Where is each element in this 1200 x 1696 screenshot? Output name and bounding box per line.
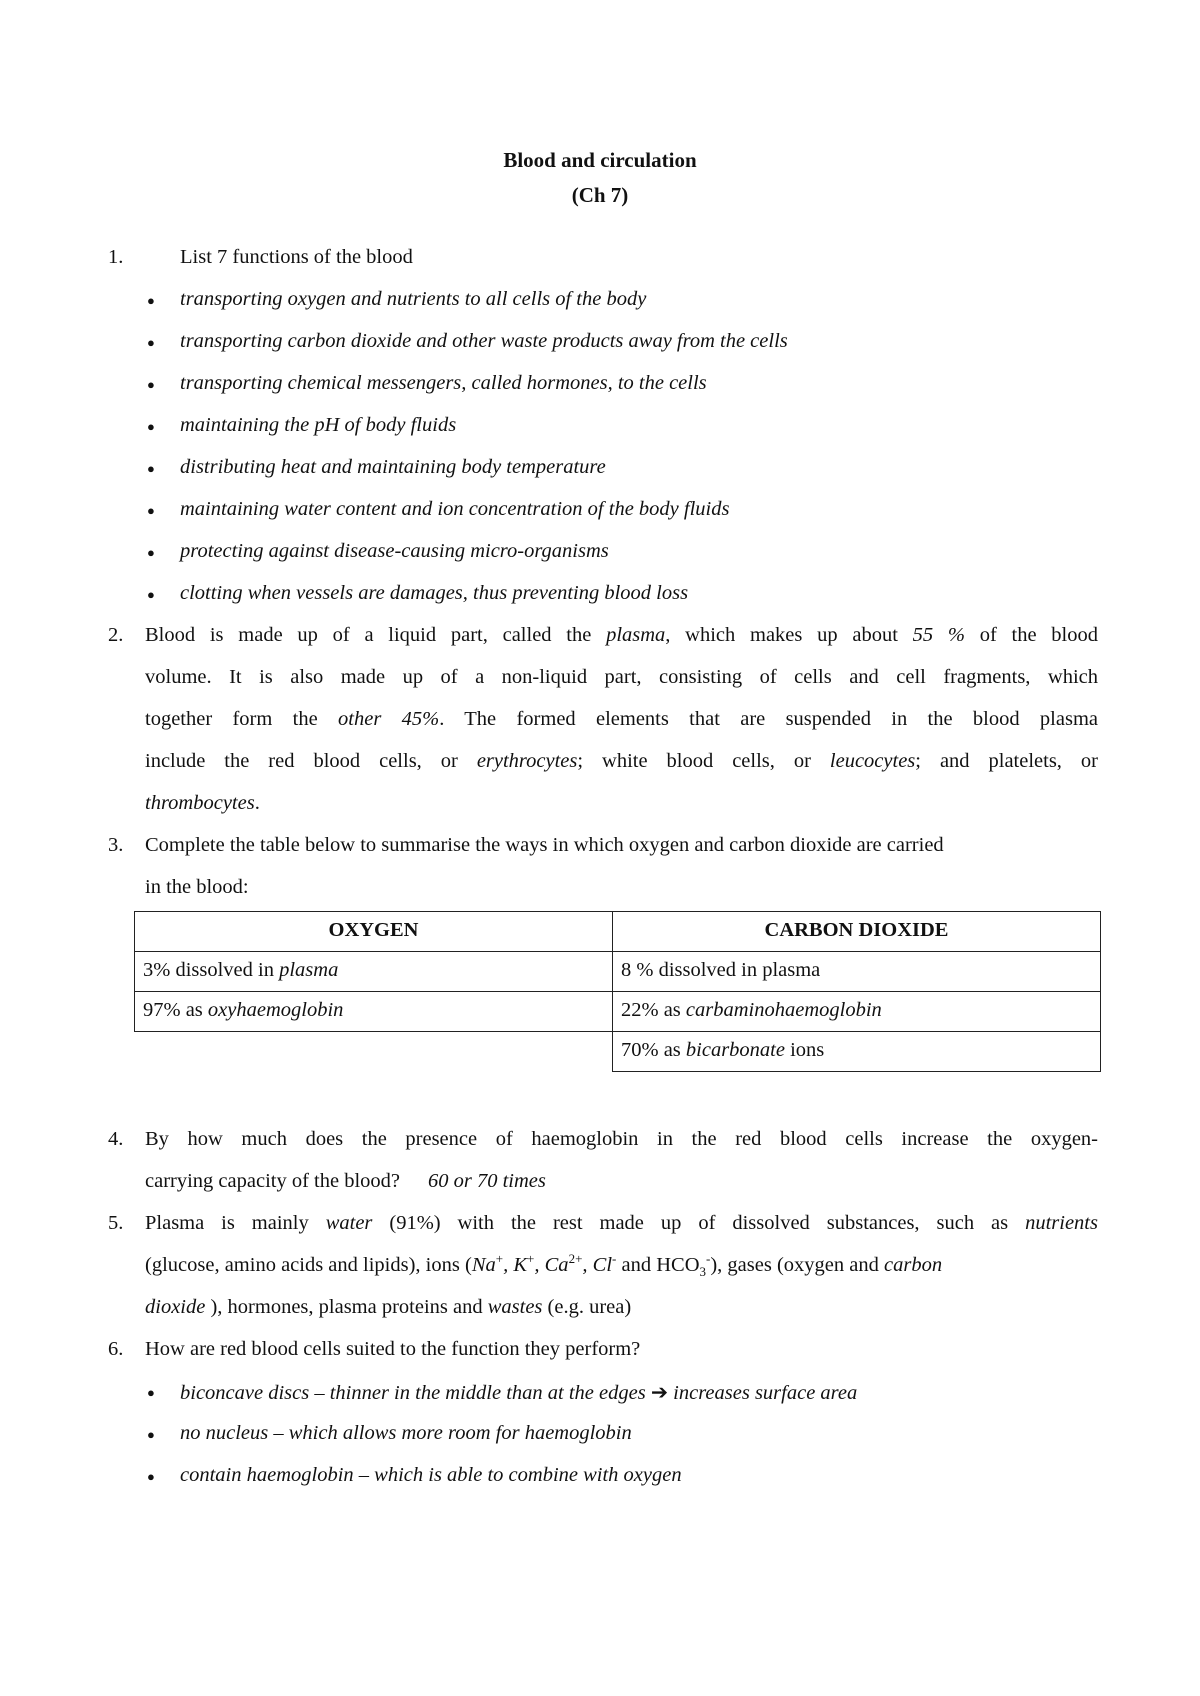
q1-number: 1. — [108, 246, 124, 268]
bullet-icon: ● — [147, 419, 155, 434]
q2-line-2: volume. It is also made up of a non-liquid part, consisting of cells and cell fragments, which — [145, 666, 1098, 688]
table-cell: 97% as oxyhaemoglobin — [135, 992, 613, 1032]
q3-line-2: in the blood: — [145, 876, 249, 898]
q5-line-3: dioxide ), hormones, plasma proteins and wastes (e.g. urea) — [145, 1296, 632, 1318]
q4-number: 4. — [108, 1128, 124, 1150]
q3-line-1: Complete the table below to summarise the ways in which oxygen and carbon dioxide are carried — [145, 834, 944, 856]
q4-line-2: carrying capacity of the blood? 60 or 70 times — [145, 1170, 546, 1192]
page-subtitle: (Ch 7) — [571, 183, 629, 207]
gas-transport-table — [134, 911, 1101, 1072]
table-cell: 3% dissolved in plasma — [135, 952, 613, 992]
q5-number: 5. — [108, 1212, 124, 1234]
q6-number: 6. — [108, 1338, 124, 1360]
table-row — [135, 952, 1101, 992]
table-cell: 8 % dissolved in plasma — [613, 952, 1101, 992]
header-oxygen: OXYGEN — [135, 912, 613, 952]
q1-answer-5: distributing heat and maintaining body temperature — [180, 456, 606, 478]
table-cell: 70% as bicarbonate ions — [613, 1032, 1101, 1072]
table-row — [135, 1032, 1101, 1072]
q2-number: 2. — [108, 624, 124, 646]
table-cell-empty — [135, 1032, 613, 1072]
bullet-icon: ● — [147, 503, 155, 518]
q6-answer-2: no nucleus – which allows more room for haemoglobin — [180, 1422, 632, 1444]
q6-answer-1: biconcave discs – thinner in the middle than at the edges ➔ increases surface area — [180, 1382, 858, 1404]
q4-line-1: By how much does the presence of haemoglobin in the red blood cells increase the oxygen- — [145, 1128, 1098, 1150]
q1-answer-7: protecting against disease-causing micro-organisms — [180, 540, 609, 562]
q2-line-1: Blood is made up of a liquid part, called the plasma, which makes up about 55 % of the blood — [145, 624, 1099, 646]
page-title: Blood and circulation — [503, 148, 697, 172]
q6-prompt: How are red blood cells suited to the function they perform? — [145, 1338, 641, 1360]
q1-answer-6: maintaining water content and ion concentration of the body fluids — [180, 498, 730, 520]
q1-answer-8: clotting when vessels are damages, thus preventing blood loss — [180, 582, 689, 604]
q6-answer-3: contain haemoglobin – which is able to combine with oxygen — [180, 1464, 682, 1486]
bullet-icon: ● — [147, 293, 155, 308]
table-header-row — [135, 912, 1101, 952]
bullet-icon: ● — [147, 1469, 155, 1484]
q2-line-4: include the red blood cells, or erythrocytes; white blood cells, or leucocytes; and platelets, or — [145, 750, 1098, 772]
bullet-icon: ● — [147, 1385, 155, 1400]
q1-answer-4: maintaining the pH of body fluids — [180, 414, 457, 436]
q1-answer-1: transporting oxygen and nutrients to all cells of the body — [180, 288, 647, 310]
q3-number: 3. — [108, 834, 124, 856]
right-arrow-icon: ➔ — [650, 1382, 669, 1404]
header-carbon-dioxide: CARBON DIOXIDE — [613, 912, 1101, 952]
bullet-icon: ● — [147, 335, 155, 350]
q4-answer: 60 or 70 times — [428, 1170, 546, 1192]
bullet-icon: ● — [147, 377, 155, 392]
bullet-icon: ● — [147, 461, 155, 476]
table-row — [135, 992, 1101, 1032]
q1-prompt: List 7 functions of the blood — [180, 246, 413, 268]
q2-line-3: together form the other 45%. The formed elements that are suspended in the blood plasma — [145, 708, 1098, 730]
table-cell: 22% as carbaminohaemoglobin — [613, 992, 1101, 1032]
bullet-icon: ● — [147, 1427, 155, 1442]
q1-answer-2: transporting carbon dioxide and other waste products away from the cells — [180, 330, 788, 352]
bullet-icon: ● — [147, 587, 155, 602]
q1-answer-3: transporting chemical messengers, called hormones, to the cells — [180, 372, 707, 394]
q5-line-2: (glucose, amino acids and lipids), ions (Na+, K+, $Ca^{2+}$, Cl- and $HCO_3^-$), gases (oxygen and carbon — [145, 1251, 943, 1280]
q5-line-1: Plasma is mainly water (91%) with the rest made up of dissolved substances, such as nutrients — [145, 1212, 1098, 1234]
q2-line-5: thrombocytes. — [145, 792, 260, 814]
bullet-icon: ● — [147, 545, 155, 560]
